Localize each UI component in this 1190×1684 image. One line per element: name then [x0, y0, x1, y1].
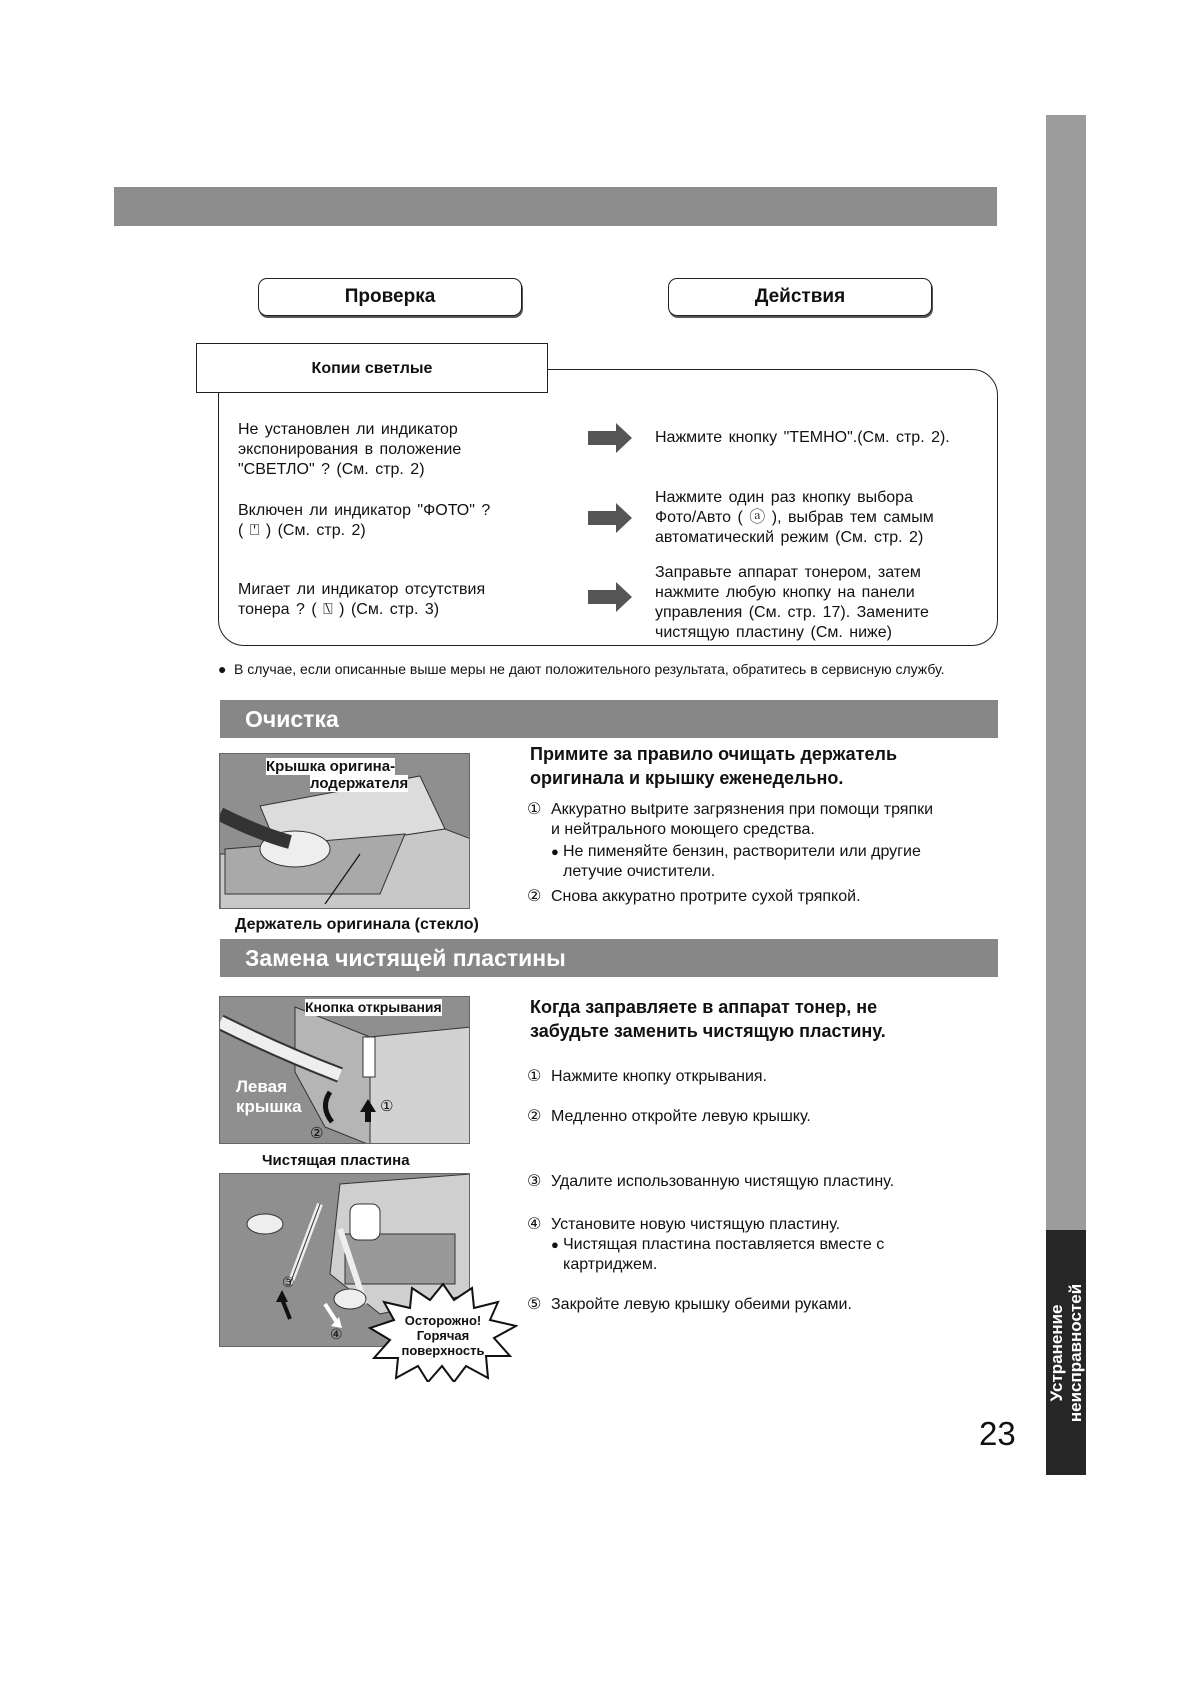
replacement-step-1-text: Нажмите кнопку открывания.	[551, 1068, 767, 1085]
cleaning-plate-caption: Чистящая пластина	[262, 1152, 410, 1169]
action-2: Нажмите один раз кнопку выбора Фото/Авто ( ⓐ ), выбрав тем самым автоматический режим (См. стр. 2)	[655, 489, 934, 546]
step-number: ④	[527, 1216, 542, 1233]
open-button-label: Кнопка открывания	[305, 999, 442, 1015]
question-3: Мигает ли индикатор отсутствия тонера ? ( ⍂ ) (См. стр. 3)	[238, 581, 486, 618]
cleaning-step-1-line2: и нейтрального моющего средства.	[551, 821, 815, 838]
action-header: Действия	[668, 278, 932, 316]
check-header: Проверка	[258, 278, 522, 316]
callout-1: ①	[380, 1098, 394, 1115]
replacement-step-5	[527, 1295, 1002, 1315]
left-cover-label-line2: крышка	[236, 1097, 302, 1116]
replacement-step-2	[527, 1107, 1002, 1127]
cover-label-line2: лодержателя	[310, 775, 409, 792]
cleaning-step-1-line1: Аккуратно выtрите загрязнения при помощи тряпки	[551, 801, 934, 818]
callout-3: ③	[282, 1274, 295, 1290]
cleaning-warning-line2: летучие очистители.	[563, 863, 716, 880]
action-3: Заправьте аппарат тонером, затем нажмите любую кнопку на панели управления (См. стр. 17). Замените чистящую пластину (См. ниже)	[655, 564, 929, 641]
service-note	[218, 660, 958, 678]
step-number: ②	[527, 888, 542, 905]
replacement-step-3	[527, 1172, 1002, 1192]
step-number: ③	[527, 1173, 542, 1190]
side-tab-gray	[1046, 115, 1086, 1230]
step-number: ①	[527, 801, 542, 818]
side-tab-line1: Устранение	[1047, 1303, 1066, 1402]
cleaning-warning-line1: Не пименяйте бензин, растворители или другие	[563, 843, 921, 860]
service-note-text: В случае, если описанные выше меры не дают положительного результата, обратитесь в сервисную службу.	[234, 661, 945, 677]
hot-surface-warning	[393, 1313, 493, 1358]
step-number: ⑤	[527, 1296, 542, 1313]
side-tab-line2: неисправностей	[1066, 1283, 1085, 1422]
cleaning-step-2-text: Снова аккуратно протрите сухой тряпкой.	[551, 888, 861, 905]
arrow-right-icon	[588, 582, 632, 612]
replacement-note-line2: картриджем.	[563, 1256, 658, 1273]
bullet-icon: ●	[551, 1237, 559, 1252]
cleaning-illustration	[219, 753, 470, 909]
bullet-icon: ●	[551, 844, 559, 859]
question-2: Включен ли индикатор "ФОТО" ? ( ⍞ ) (См. стр. 2)	[238, 502, 491, 539]
warning-line2: Горячая	[416, 1328, 470, 1343]
bullet-icon: ●	[218, 661, 227, 677]
replacement-step-4-text: Установите новую чистящую пластину.	[551, 1216, 841, 1233]
page-number: 23	[979, 1415, 1016, 1452]
arrow-right-icon	[588, 503, 632, 533]
replacement-note	[551, 1235, 991, 1275]
side-tab-section-label	[1046, 1230, 1086, 1475]
replacement-step-2-text: Медленно откройте левую крышку.	[551, 1108, 811, 1125]
arrow-right-icon	[588, 423, 632, 453]
open-cover-drawing	[220, 997, 470, 1144]
replacement-step-5-text: Закройте левую крышку обеими руками.	[551, 1296, 852, 1313]
cover-label-line1: Крышка оригина-	[266, 758, 396, 775]
cleaning-step-1	[527, 800, 1002, 840]
replacement-title: Замена чистящей пластины	[220, 939, 998, 977]
cleaning-heading: Примите за правило очищать держатель оригинала и крышку еженедельно.	[530, 744, 898, 788]
cleaning-step-2	[527, 887, 1002, 907]
replacement-step-1	[527, 1067, 1002, 1087]
left-cover-label-line1: Левая	[236, 1077, 287, 1096]
callout-2: ②	[310, 1125, 324, 1142]
warning-line1: Осторожно!	[404, 1313, 482, 1328]
replacement-step-4	[527, 1215, 1002, 1235]
warning-line3: поверхность	[401, 1343, 485, 1358]
step-number: ①	[527, 1068, 542, 1085]
open-cover-illustration	[219, 996, 470, 1144]
action-1: Нажмите кнопку "ТЕМНО".(См. стр. 2).	[655, 429, 950, 446]
cleaning-warning	[551, 842, 991, 882]
callout-4: ④	[330, 1326, 343, 1342]
replacement-note-line1: Чистящая пластина поставляется вместе с	[563, 1236, 885, 1253]
replacement-heading: Когда заправляете в аппарат тонер, не забудьте заменить чистящую пластину.	[530, 997, 886, 1041]
left-cover-label	[236, 1077, 302, 1117]
cleaning-title: Очистка	[220, 700, 998, 738]
glass-label: Держатель оригинала (стекло)	[235, 916, 479, 933]
copies-light-label: Копии светлые	[196, 343, 548, 393]
step-number: ②	[527, 1108, 542, 1125]
question-1: Не установлен ли индикатор экспонирования в положение "СВЕТЛО" ? (См. стр. 2)	[238, 421, 462, 478]
header-band	[114, 187, 997, 226]
replacement-step-3-text: Удалите использованную чистящую пластину.	[551, 1173, 895, 1190]
